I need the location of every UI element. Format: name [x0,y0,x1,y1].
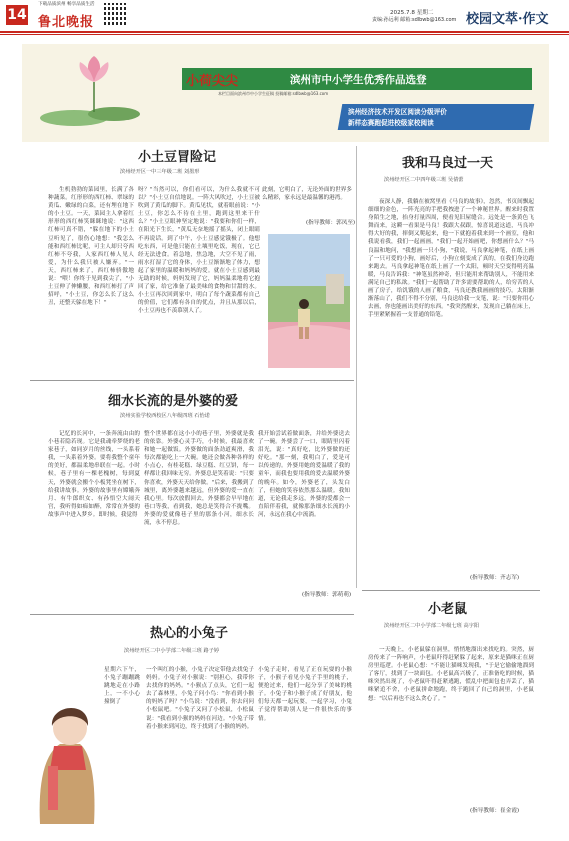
section-title: 校园文萃·作文 [466,12,549,27]
article-column: 记忆的长河中，一条奔流由由的小巷若隐若现。它是我魂牵梦绕的老家巷子，如同岁月的丝线，一头系着我，一头系着外婆。要将我整个童年的美好，都温柔地串联在一起。小时候，巷子里有一棵老槐树，每到夏天，外婆就会搬个小板凳坐在树下，给我讲故事。外婆的故事里有嫦娥奔月、有牛郎织女、有孙悟空大闹天宫，我听得如痴如醉，常常在外婆的故事声中进入梦乡。即时候，我觉得 [48,431,140,518]
article-column: 夜深人静，我躺在被窝里看《马良的故事》，忽然，书页间飘起细细的金色，一阵光亮的手把我拽进了一个神秘世界。醒来时我置身陌生之地，抬身打量四周，便看见旧屋缝合。远处是一条黄色飞舞而来，这瞬一看果是马良！我跟大叔跟，惊喜说道这道，马良冲得大好的我，摔倒又爬起来，他一下就抱着我来到一个画室，他和我说看我，我们一起画画，"我们一起开始画吧，你想画什么？"马良温和地问，"我想画一只小狗，"我说，马良拿起神笔，在纸上画了一只可爱的小狗，画好后，小狗立刻变成了真的，在我们身边跑来跑去。马良拿起神笔在纸上画了一个太阳，顿时天空变得明亮温暖，马良告诉我："神笔虽然神奇，但只能用来帮助别人，不能用来满足自己的私欲。"我们一起帮助了许多需要帮助的人，给穷苦的人画了房子，给饥饿的人画了粮食，马良还教我画画的技巧。太阳渐渐落山了，我们不得不分别，马良送给我一支笔，说："只要你用心去画，你也能画出美好的东西。"我突然醒来，发现自己躺在床上，手里紧紧握着一支普通的铅笔。 [368,199,534,319]
teacher-credit: (指导教师：崔金霞) [470,808,520,814]
article-byline: 滨州实验学校西校区八年级四班 石怡诺 [120,413,210,419]
teacher-credit: (指导教师：齐志军) [470,575,520,581]
issue-date: 2025.7.8 星期二 [390,10,434,16]
article-column: 一个叫红的小猴，小兔子决定带他去找兔子妈妈。小兔子对小猴说："别担心，我带你去找你的妈妈。"小猴点了点头，它们一起去了森林里，小兔子问小鸟："你看到小猴的妈妈了吗？"小鸟说："没看到，你去问问小松鼠吧。"小兔子又问了小松鼠，小松鼠说："我看到小猴的妈妈在河边。"小兔子带着小猴来到河边，终于找到了小猴的妈妈。 [146,667,254,730]
section-divider [362,590,540,591]
header-slogan: 下载品质滨州 畅享品质生活 [38,2,95,7]
article-column: 一天晚上，小老鼠躲在洞里，悄悄地溜出来找吃的。突然，厨房传来了一阵响声，小老鼠吓得赶紧躲了起来，原来是猫咪正在厨房里巡逻。小老鼠心想："不能让猫咪发现我，"于是它偷偷地溜到了客厅，找到了一块面包。小老鼠高兴极了，正准备吃的时候，猫咪突然出现了，小老鼠吓得赶紧逃跑，慌乱中把面包也弄丢了，猫咪紧追不舍，小老鼠拼命地跑，终于跑回了自己的洞里，小老鼠想："以后再也不这么贪心了。" [368,647,534,702]
article-column: 此刻，它明白了，无论外面的世界多么精彩，家永远是最温馨的港湾。 [262,187,352,202]
header-rule [0,31,569,33]
article-title: 我和马良过一天 [402,156,494,171]
banner-title: 小荷尖尖 [186,74,239,89]
ribbon-line2: 新样态赛跑促进校级家校阅读 [348,119,434,127]
section-divider [30,380,354,381]
article-title: 热心的小兔子 [150,626,229,641]
banner-subtitle: 滨州市中小学生优秀作品选登 [290,74,427,86]
article-column: 呀？"当然可以，你们看可以，为什么我就不可以？"小土豆自信地说。一阵大风吹过，小土豆被吹到了黄瓜的脚下。黄瓜见状，就着眼前说："小土豆，你怎么不待在土里，跑到这里来干什么？"小土豆眼神坚定地说："我要和你们一样，在阳光下生长，"黄瓜无奈地摇了摇头，闭上眼睛不再说话。到了中午，小土豆感觉饿极了。他想吃东西，可是他只能在土壤里吃饭，现在，它已经无法进食。着急地，焦急地，大空不见了雨，雨水打湿了它的身体，小土豆渐渐地了体力，想起了家里的温暖和妈妈的爱。就在小土豆感到最无助的时候，妈妈发现了它，妈妈温柔地将它抱回了家，给它准备了最美味的食物和甘甜的水。小土豆再次回到家中，明白了每个蔬菜都有自己的价值，它们都有各自的优点，并且从那以后，小土豆再也不羡慕别人了。 [138,187,260,315]
editor-info: 责编:孙远利 邮箱:sdlbwb@163.com [372,17,457,23]
article-byline: 滨州经开区二中四年级三班 吴倩蕾 [384,177,464,183]
article-column: 生机勃勃的菜园里，长满了各种蔬菜。红形形的西红柿、翠绿的黄瓜、嫩绿的白菜，还有埋在地下的小土豆。一天，菜园主人拿着红形形的西红柿笑眯眯地说："这西红柿可真不错，"躲在地下的小土豆听见了，很伤心地想："我怎么能和西红柿比呢，可主人却只夸西红柿不夸我，人家西红柿人见人爱，为什么我只被人嫌弃。"一天，西红柿来了，西红柿骄傲地说："喂！你终于见到我尖了，"小土豆伸了伸懒腰，和西红柿打了声招呼，"小土豆，你怎么长了这么丑，还整天躲在地下！" [48,187,134,307]
article-byline: 滨州经开区二中小学部二年级七班 高宇阳 [384,623,480,629]
paper-logo: 鲁北晚报 [38,15,95,30]
article-title: 小土豆冒险记 [138,150,217,165]
banner-note: 本栏目面向滨州市中小学生征稿 投稿邮箱:sdlbwb@163.com [218,91,329,96]
article-title: 细水长流的是外婆的爱 [108,394,239,409]
article-column: 我开始尝试着做面条，并给外婆送去了一碗。外婆尝了一口，眼睛里闪着泪光，说："真好吃，比外婆做的还好吃。"那一刻，我明白了，爱是可以传递的。外婆用她的爱温暖了我的童年，而我也要用我的爱去温暖外婆的晚年。如今，外婆老了，头发白了，但她的笑容依然那么温暖。我知道，无论我走多远，外婆的爱都会一直陪伴着我，就像那条细水长流的小河，永远在我心中流淌。 [258,431,350,518]
page-number: 14 [7,7,27,23]
column-divider [356,146,357,588]
teacher-credit: (指导教师：郭凤至) [306,220,356,226]
lotus-illustration [34,56,154,132]
student-photo [268,234,350,368]
qr-code-pattern [104,3,126,25]
article-title: 小老鼠 [428,602,468,617]
section-divider [30,614,354,615]
article-column: 星期六下午，小兔子蹦蹦跳跳地走在小路上，一不小心撞倒了 [104,667,140,706]
rabbit-girl-illustration [30,674,102,824]
article-byline: 滨州经开区一中三年级二班 刘墨形 [120,169,200,175]
article-byline: 滨州经开区二中小学部二年级三班 路子婷 [124,648,220,654]
teacher-credit: (指导教师：郭萌萌) [302,592,352,598]
ribbon-line1: 滨州经济技术开发区阅读分级评价 [348,108,447,116]
article-column: 整个世界都在这小小的巷子里，外婆就是我的依靠。外婆心灵手巧，小时候，我最喜欢和她一起做饭。外婆做的面条劲道爽滑，我每次都能吃上一大碗。她还会做各种各样的小点心，有桂花糕、绿豆糕、红豆饼，每一样都让我回味无穷。外婆总是笑着说："只要你喜欢，外婆天天给你做。"后来，我搬到了城里，离外婆越来越远，但外婆的爱一直在我心里。每次放假回去，外婆都会早早地在巷口等我，看到我，她总是笑得合不拢嘴。外婆的爱就像巷子里的那条小河，细水长流，永不停息。 [144,431,254,527]
header-rule-thin [0,34,569,35]
article-column: 小兔子走时，看见了正在玩耍的小猴子，小猴子看见小兔子手里的桃子，便抢过来，他们一起分享了美味的桃子。小兔子和小猴子成了好朋友，他们每天都一起玩耍，一起学习，小兔子觉得帮助别人是一件很快乐的事情。 [258,667,352,722]
